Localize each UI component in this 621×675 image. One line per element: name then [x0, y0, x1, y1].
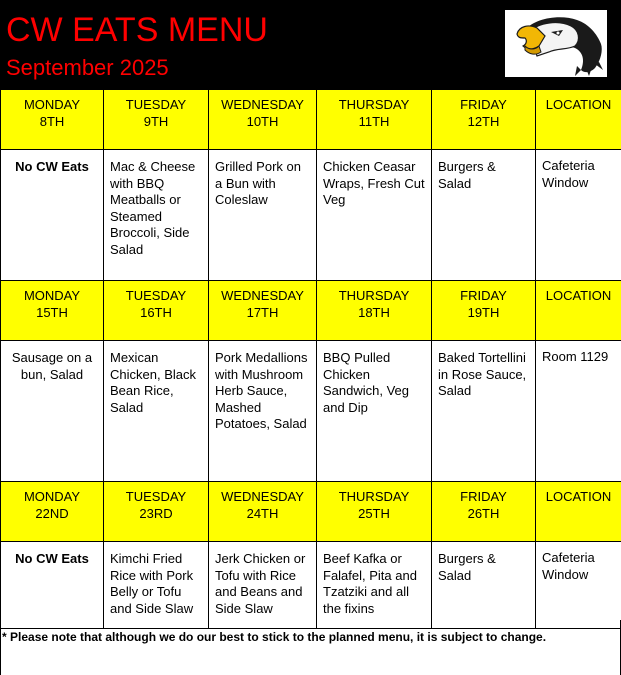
meal-cell: Kimchi Fried Rice with Pork Belly or Tofu and Side Slaw [104, 542, 209, 629]
day-header-row [1, 482, 621, 542]
day-header-cell: TUESDAY 23RD [104, 482, 209, 542]
location-cell: Room 1129 [536, 341, 621, 482]
meal-cell: Burgers & Salad [432, 542, 536, 629]
day-header-cell: FRIDAY 12TH [432, 90, 536, 150]
location-cell: Cafeteria Window [536, 542, 621, 629]
day-header-cell: TUESDAY 16TH [104, 281, 209, 341]
meal-cell: Burgers & Salad [432, 150, 536, 281]
meal-cell: Sausage on a bun, Salad [1, 341, 104, 482]
meal-cell: Baked Tortellini in Rose Sauce, Salad [432, 341, 536, 482]
day-header-row [1, 281, 621, 341]
day-header-cell: THURSDAY 11TH [317, 90, 432, 150]
meal-cell: Jerk Chicken or Tofu with Rice and Beans and Side Slaw [209, 542, 317, 629]
meal-row [1, 542, 621, 629]
meal-row [1, 341, 621, 482]
eagle-head-icon [505, 10, 607, 77]
menu-header [0, 0, 621, 89]
meal-cell: Grilled Pork on a Bun with Coleslaw [209, 150, 317, 281]
day-header-row [1, 90, 621, 150]
meal-cell: Mac & Cheese with BBQ Meatballs or Steamed Broccoli, Side Salad [104, 150, 209, 281]
meal-cell: Beef Kafka or Falafel, Pita and Tzatziki and all the fixins [317, 542, 432, 629]
meal-cell: Mexican Chicken, Black Bean Rice, Salad [104, 341, 209, 482]
disclaimer-text: * Please note that although we do our best to stick to the planned menu, it is subject to change. [2, 630, 547, 644]
day-header-cell: WEDNESDAY 17TH [209, 281, 317, 341]
day-header-cell: FRIDAY 19TH [432, 281, 536, 341]
day-header-cell: WEDNESDAY 10TH [209, 90, 317, 150]
disclaimer-note [0, 620, 621, 675]
meal-cell: Pork Medallions with Mushroom Herb Sauce, Mashed Potatoes, Salad [209, 341, 317, 482]
location-header-cell: LOCATION [536, 482, 621, 542]
location-header-cell: LOCATION [536, 90, 621, 150]
location-cell: Cafeteria Window [536, 150, 621, 281]
meal-cell: No CW Eats [1, 542, 104, 629]
day-header-cell: THURSDAY 25TH [317, 482, 432, 542]
day-header-cell: MONDAY 8TH [1, 90, 104, 150]
day-header-cell: WEDNESDAY 24TH [209, 482, 317, 542]
page-subtitle: September 2025 [6, 55, 169, 80]
meal-cell: Chicken Ceasar Wraps, Fresh Cut Veg [317, 150, 432, 281]
day-header-cell: MONDAY 15TH [1, 281, 104, 341]
day-header-cell: FRIDAY 26TH [432, 482, 536, 542]
day-header-cell: THURSDAY 18TH [317, 281, 432, 341]
menu-table [0, 89, 621, 629]
location-header-cell: LOCATION [536, 281, 621, 341]
meal-cell: No CW Eats [1, 150, 104, 281]
day-header-cell: TUESDAY 9TH [104, 90, 209, 150]
meal-cell: BBQ Pulled Chicken Sandwich, Veg and Dip [317, 341, 432, 482]
day-header-cell: MONDAY 22ND [1, 482, 104, 542]
eagle-logo-graphic [505, 10, 607, 77]
page-title: CW EATS MENU [6, 11, 268, 49]
meal-row [1, 150, 621, 281]
